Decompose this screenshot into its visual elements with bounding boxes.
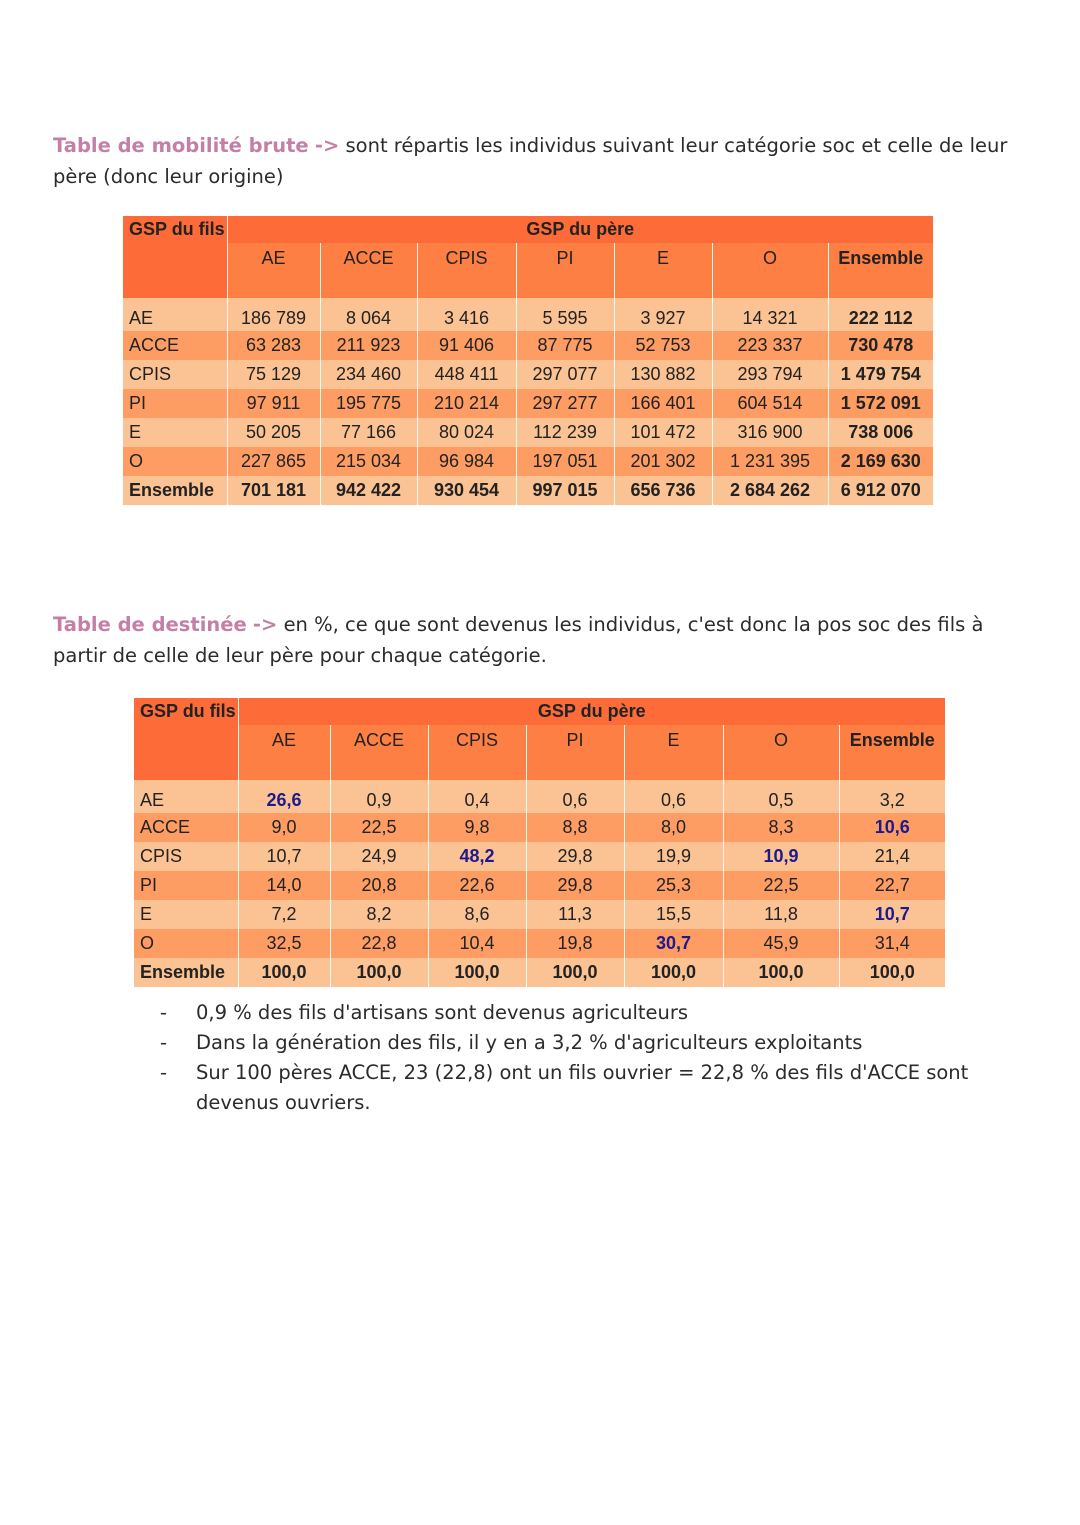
table-cell: 11,8 xyxy=(723,900,839,929)
table-cell: 20,8 xyxy=(330,871,428,900)
table-cell: 52 753 xyxy=(614,331,712,360)
list-item-text: Dans la génération des fils, il y en a 3,2 % d'agriculteurs exploitants xyxy=(196,1031,863,1054)
table-cell: 201 302 xyxy=(614,447,712,476)
table-cell: 29,8 xyxy=(526,871,624,900)
bullet-dash: - xyxy=(160,1001,168,1024)
destiny-table xyxy=(134,698,945,987)
column-header: CPIS xyxy=(417,243,516,298)
column-header: PI xyxy=(516,243,614,298)
destiny-table-text: en %, ce que sont devenus les individus, c'est donc la pos soc des fils à partir de celle de leur père pour chaque catégorie. xyxy=(53,613,984,667)
table-cell-total: 730 478 xyxy=(828,331,933,360)
table-row xyxy=(123,418,933,447)
table-cell-highlight: 10,7 xyxy=(839,900,945,929)
table-cell-total: 100,0 xyxy=(839,958,945,987)
table-cell-total: 738 006 xyxy=(828,418,933,447)
row-label: PI xyxy=(134,871,238,900)
column-header: AE xyxy=(227,243,320,298)
table-cell: 24,9 xyxy=(330,842,428,871)
table-cell: 29,8 xyxy=(526,842,624,871)
table-cell: 930 454 xyxy=(417,476,516,505)
list-item xyxy=(160,1028,980,1058)
table-cell: 1 231 395 xyxy=(712,447,828,476)
table-cell: 316 900 xyxy=(712,418,828,447)
table-cell: 96 984 xyxy=(417,447,516,476)
mobility-table xyxy=(123,216,933,505)
table-cell: 80 024 xyxy=(417,418,516,447)
table-cell-highlight: 10,9 xyxy=(723,842,839,871)
table-cell: 87 775 xyxy=(516,331,614,360)
table-cell: 234 460 xyxy=(320,360,417,389)
bullet-dash: - xyxy=(160,1031,168,1054)
table-cell-total: 6 912 070 xyxy=(828,476,933,505)
table-row xyxy=(123,360,933,389)
row-label: O xyxy=(134,929,238,958)
table-cell: 63 283 xyxy=(227,331,320,360)
table-cell: 91 406 xyxy=(417,331,516,360)
table-cell: 8 064 xyxy=(320,298,417,331)
row-label: AE xyxy=(123,298,227,331)
table-cell: 293 794 xyxy=(712,360,828,389)
table-cell-total: 1 572 091 xyxy=(828,389,933,418)
row-label: ACCE xyxy=(134,813,238,842)
table-cell: 0,4 xyxy=(428,780,526,813)
table-cell: 186 789 xyxy=(227,298,320,331)
table-corner-header: GSP du fils xyxy=(123,216,227,298)
table-row xyxy=(134,929,945,958)
row-label: PI xyxy=(123,389,227,418)
row-label: AE xyxy=(134,780,238,813)
table-cell: 100,0 xyxy=(526,958,624,987)
table-cell-highlight: 26,6 xyxy=(238,780,330,813)
table-cell: 22,8 xyxy=(330,929,428,958)
table-cell: 22,5 xyxy=(330,813,428,842)
table-cell: 223 337 xyxy=(712,331,828,360)
table-cell: 100,0 xyxy=(330,958,428,987)
table-cell-total: 222 112 xyxy=(828,298,933,331)
table-cell: 0,5 xyxy=(723,780,839,813)
table-cell: 14,0 xyxy=(238,871,330,900)
column-header: CPIS xyxy=(428,725,526,780)
table-cell-highlight: 10,6 xyxy=(839,813,945,842)
table-cell: 211 923 xyxy=(320,331,417,360)
table-cell: 297 277 xyxy=(516,389,614,418)
table-cell: 100,0 xyxy=(723,958,839,987)
table-row xyxy=(123,298,933,331)
column-header: ACCE xyxy=(320,243,417,298)
arrow-text: -> xyxy=(314,134,340,157)
table-cell: 10,4 xyxy=(428,929,526,958)
table-cell: 5 595 xyxy=(516,298,614,331)
table-cell: 9,8 xyxy=(428,813,526,842)
table-row xyxy=(134,780,945,813)
table-cell: 8,3 xyxy=(723,813,839,842)
table-row xyxy=(134,900,945,929)
mobility-table-title: Table de mobilité brute xyxy=(53,134,309,157)
table-cell-highlight: 30,7 xyxy=(624,929,723,958)
mobility-table-description xyxy=(53,130,1028,192)
table-cell: 130 882 xyxy=(614,360,712,389)
table-cell-total: 31,4 xyxy=(839,929,945,958)
table-cell-total: 22,7 xyxy=(839,871,945,900)
table-cell: 7,2 xyxy=(238,900,330,929)
table-row-total xyxy=(123,476,933,505)
table-cell: 297 077 xyxy=(516,360,614,389)
table-cell: 97 911 xyxy=(227,389,320,418)
table-cell: 448 411 xyxy=(417,360,516,389)
table-cell: 100,0 xyxy=(238,958,330,987)
table-cell: 112 239 xyxy=(516,418,614,447)
table-row xyxy=(134,842,945,871)
table-row xyxy=(134,813,945,842)
table-row-total xyxy=(134,958,945,987)
table-cell-total: 1 479 754 xyxy=(828,360,933,389)
table-cell: 3 927 xyxy=(614,298,712,331)
table-row xyxy=(123,331,933,360)
notes-list xyxy=(160,998,980,1118)
table-cell: 25,3 xyxy=(624,871,723,900)
father-gsp-header: GSP du père xyxy=(227,216,933,243)
table-cell: 227 865 xyxy=(227,447,320,476)
table-cell: 215 034 xyxy=(320,447,417,476)
table-cell: 197 051 xyxy=(516,447,614,476)
table-cell: 77 166 xyxy=(320,418,417,447)
row-label: E xyxy=(123,418,227,447)
table-cell: 19,8 xyxy=(526,929,624,958)
table-cell: 656 736 xyxy=(614,476,712,505)
arrow-text: -> xyxy=(252,613,278,636)
table-cell: 166 401 xyxy=(614,389,712,418)
column-header: ACCE xyxy=(330,725,428,780)
table-cell-total: 2 169 630 xyxy=(828,447,933,476)
table-cell: 50 205 xyxy=(227,418,320,447)
table-cell: 8,8 xyxy=(526,813,624,842)
table-cell: 19,9 xyxy=(624,842,723,871)
table-cell-total: 3,2 xyxy=(839,780,945,813)
table-cell-highlight: 48,2 xyxy=(428,842,526,871)
list-item-text: 0,9 % des fils d'artisans sont devenus agriculteurs xyxy=(196,1001,689,1024)
column-header: AE xyxy=(238,725,330,780)
table-cell: 9,0 xyxy=(238,813,330,842)
table-cell: 8,0 xyxy=(624,813,723,842)
table-cell: 701 181 xyxy=(227,476,320,505)
father-gsp-header: GSP du père xyxy=(238,698,945,725)
column-header: O xyxy=(723,725,839,780)
table-cell: 210 214 xyxy=(417,389,516,418)
table-cell: 45,9 xyxy=(723,929,839,958)
table-cell: 0,6 xyxy=(526,780,624,813)
table-cell: 100,0 xyxy=(624,958,723,987)
table-cell-total: 21,4 xyxy=(839,842,945,871)
table-cell: 0,9 xyxy=(330,780,428,813)
row-label: CPIS xyxy=(123,360,227,389)
table-cell: 2 684 262 xyxy=(712,476,828,505)
bullet-dash: - xyxy=(160,1061,168,1084)
column-header-total: Ensemble xyxy=(828,243,933,298)
table-cell: 22,6 xyxy=(428,871,526,900)
table-cell: 942 422 xyxy=(320,476,417,505)
table-cell: 15,5 xyxy=(624,900,723,929)
column-header-total: Ensemble xyxy=(839,725,945,780)
table-cell: 10,7 xyxy=(238,842,330,871)
destiny-table-description xyxy=(53,609,1028,671)
table-cell: 75 129 xyxy=(227,360,320,389)
column-header: PI xyxy=(526,725,624,780)
table-row xyxy=(123,447,933,476)
row-label: CPIS xyxy=(134,842,238,871)
table-cell: 195 775 xyxy=(320,389,417,418)
table-cell: 0,6 xyxy=(624,780,723,813)
destiny-table-title: Table de destinée xyxy=(53,613,247,636)
table-cell: 22,5 xyxy=(723,871,839,900)
table-cell: 8,2 xyxy=(330,900,428,929)
list-item xyxy=(160,1058,980,1118)
column-header: E xyxy=(624,725,723,780)
column-header: E xyxy=(614,243,712,298)
row-label: O xyxy=(123,447,227,476)
table-row xyxy=(134,871,945,900)
table-cell: 3 416 xyxy=(417,298,516,331)
table-cell: 997 015 xyxy=(516,476,614,505)
table-cell: 101 472 xyxy=(614,418,712,447)
row-label: Ensemble xyxy=(123,476,227,505)
row-label: E xyxy=(134,900,238,929)
row-label: Ensemble xyxy=(134,958,238,987)
table-cell: 11,3 xyxy=(526,900,624,929)
row-label: ACCE xyxy=(123,331,227,360)
table-cell: 14 321 xyxy=(712,298,828,331)
list-item xyxy=(160,998,980,1028)
table-cell: 604 514 xyxy=(712,389,828,418)
list-item-text: Sur 100 pères ACCE, 23 (22,8) ont un fils ouvrier = 22,8 % des fils d'ACCE sont devenus ouvriers. xyxy=(196,1061,969,1114)
table-cell: 100,0 xyxy=(428,958,526,987)
table-corner-header: GSP du fils xyxy=(134,698,238,780)
column-header: O xyxy=(712,243,828,298)
table-cell: 8,6 xyxy=(428,900,526,929)
mobility-table-text: sont répartis les individus suivant leur catégorie soc et celle de leur père (donc leur origine) xyxy=(53,134,1008,188)
table-row xyxy=(123,389,933,418)
table-cell: 32,5 xyxy=(238,929,330,958)
